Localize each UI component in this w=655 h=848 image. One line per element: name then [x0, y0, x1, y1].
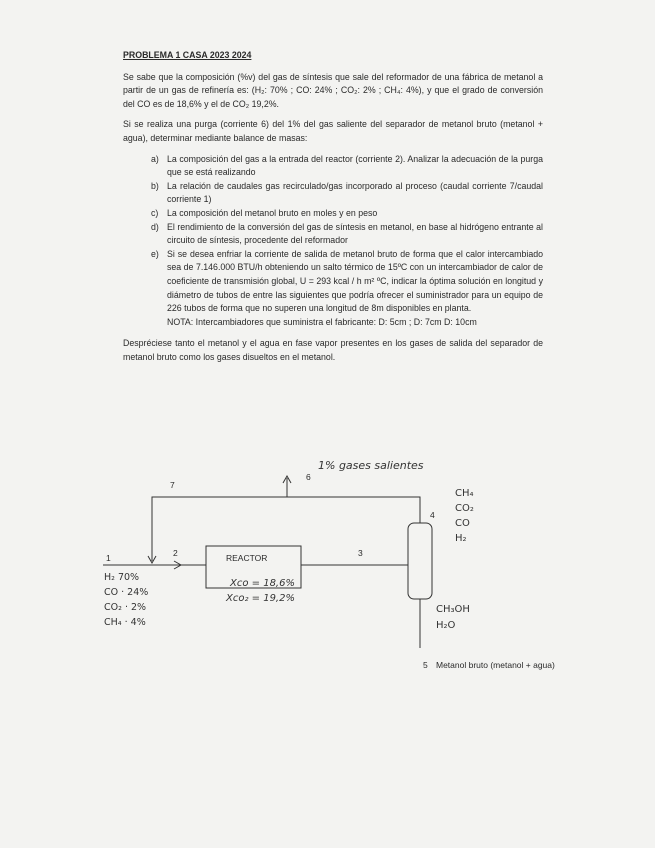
crude-methanol-label: Metanol bruto (metanol + agua): [436, 660, 555, 670]
question-item: c) La composición del metanol bruto en moles y en peso: [151, 207, 378, 218]
stream-7-label: 7: [170, 480, 175, 490]
stream-1-label: 1: [106, 553, 111, 563]
manufacturer-note: NOTA: Intercambiadores que suministra el fabricante: D: 5cm ; D: 7cm D: 10cm: [167, 316, 477, 327]
stream-6-label: 6: [306, 472, 311, 482]
feed-h2: H₂ 70%: [104, 572, 140, 583]
feed-co: CO · 24%: [104, 587, 149, 598]
paragraph-purge: Si se realiza una purga (corriente 6) del 1% del gas saliente del separador de metanol bruto (metanol + agua), determinar mediante balance de masas:: [123, 119, 543, 143]
recycle-line: [152, 497, 420, 561]
question-item: a) La composición del gas a la entrada del reactor (corriente 2). Analizar la adecuación de la purga que se está realizando: [151, 153, 543, 178]
gas-h2: H₂: [455, 533, 467, 544]
gas-co: CO: [455, 518, 470, 529]
liquid-ch3oh: CH₃OH: [436, 604, 470, 615]
conversion-co: Xco = 18,6%: [230, 578, 295, 589]
paragraph-assumption: Despréciese tanto el metanol y el agua en fase vapor presentes en los gases de salida del separador de metanol bruto como los gases disueltos en el metanol.: [123, 338, 543, 362]
purge-note: 1% gases salientes: [318, 459, 424, 472]
stream-3-label: 3: [358, 548, 363, 558]
separator-vessel: [408, 523, 432, 599]
gas-co2: CO₂: [455, 503, 474, 514]
problem-title: PROBLEMA 1 CASA 2023 2024: [123, 50, 252, 60]
gas-ch4: CH₄: [455, 488, 474, 499]
conversion-co2: Xco₂ = 19,2%: [226, 593, 295, 604]
liquid-h2o: H₂O: [436, 620, 456, 631]
reactor-label: REACTOR: [226, 553, 268, 563]
question-item: d) El rendimiento de la conversión del gas de síntesis en metanol, en base al hidrógeno entrante al circuito de síntesis, procedente del reformador: [151, 221, 543, 246]
question-item: e) Si se desea enfriar la corriente de salida de metanol bruto de forma que el calor intercambiado sea de 7.146.000 BTU/h obteniendo un salto térmico de 15ºC con un intercambiador de calor de coeficiente de transmisión global, U = 293 kcal / h m² ºC, indicar la óptima solución en longitud y diámetro de tubos de entre las siguientes que podría ofrecer el suministrador para un equipo de 226 tubos de forma que no superen una longitud de 8m disponibles en planta. NOTA: Intercambiadores que suministra el fabricante: D: 5cm ; D: 7cm D: 10cm: [151, 248, 543, 330]
question-item: b) La relación de caudales gas recirculado/gas incorporado al proceso (caudal corriente 7/caudal corriente 1): [151, 180, 543, 205]
feed-ch4: CH₄ · 4%: [104, 617, 146, 628]
stream-5-label: 5: [423, 660, 428, 670]
feed-co2: CO₂ · 2%: [104, 602, 147, 613]
stream-2-label: 2: [173, 548, 178, 558]
paragraph-composition: Se sabe que la composición (%v) del gas de síntesis que sale del reformador de una fábrica de metanol a partir de un gas de refinería es: (H₂: 70% ; CO: 24% ; CO₂: 2% ; CH₄: 4%), y que el grado de conversión del CO es de 18,6% y el de CO₂ 19,2%.: [123, 71, 543, 109]
stream-4-label: 4: [430, 510, 435, 520]
